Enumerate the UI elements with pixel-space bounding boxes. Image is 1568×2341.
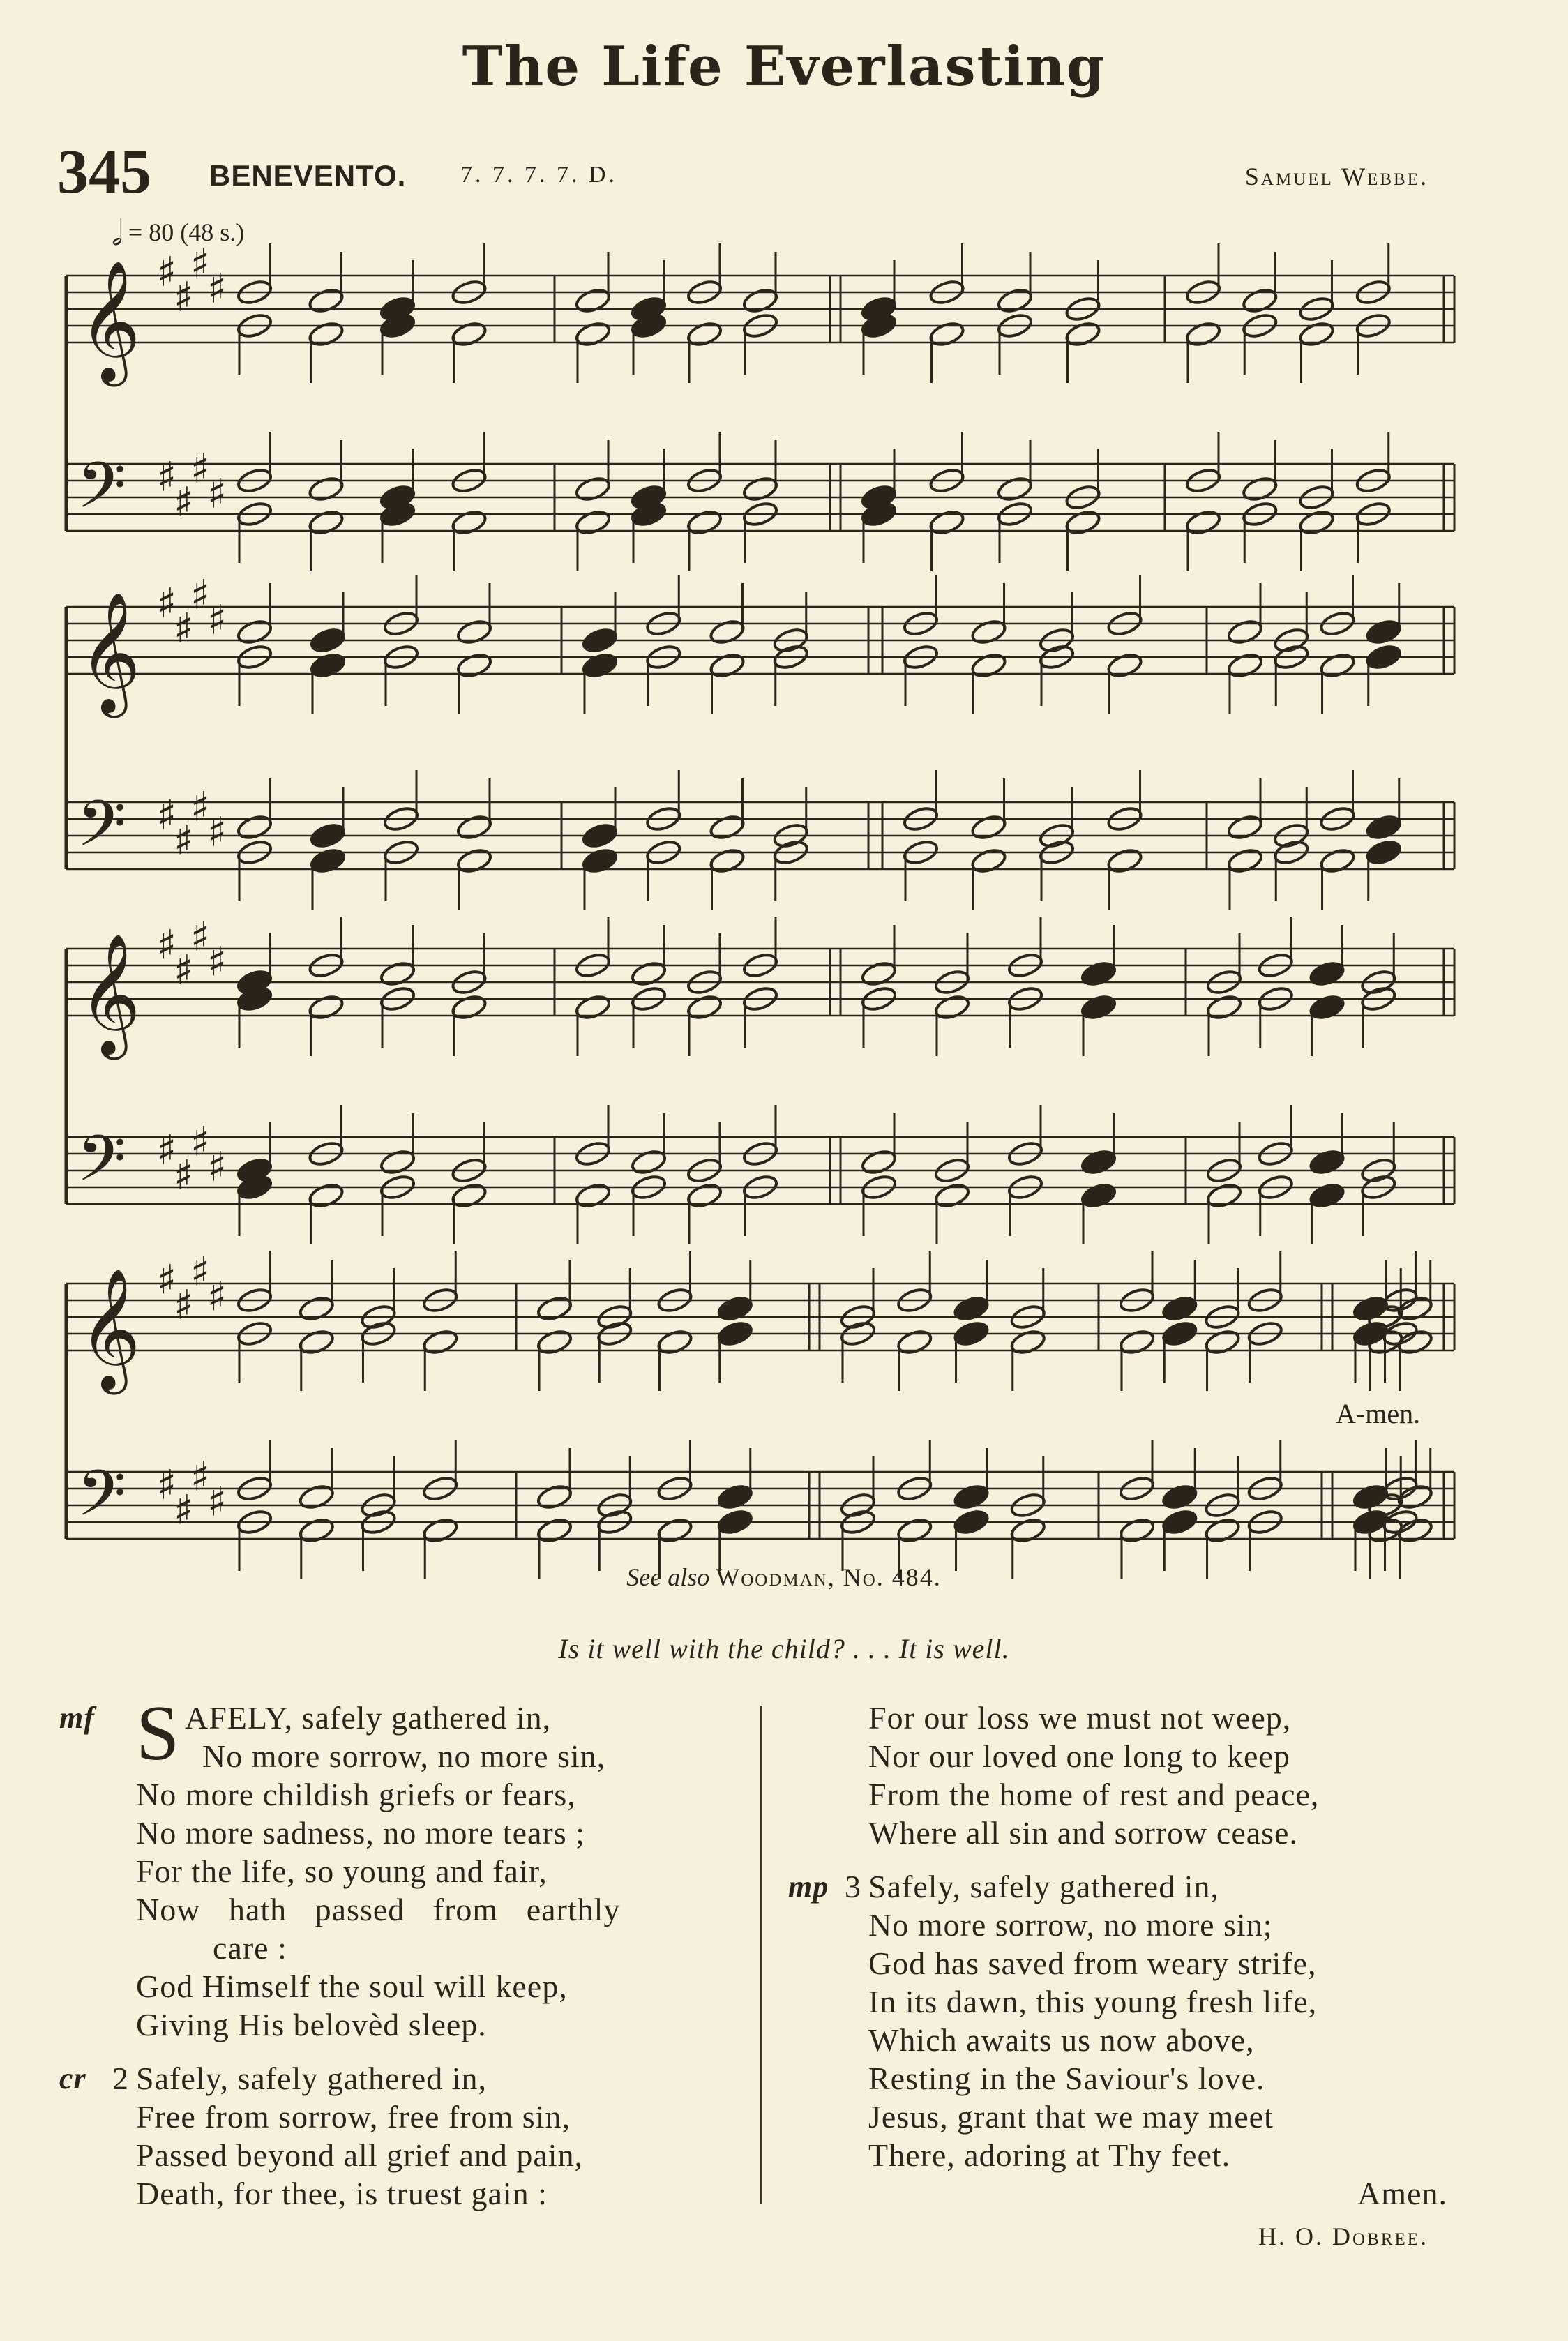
- note-head: [1009, 1516, 1047, 1545]
- note-head: [1118, 1516, 1156, 1545]
- note-head: [996, 287, 1034, 315]
- note-head: [308, 287, 345, 315]
- verse-number: 3: [845, 1869, 861, 1904]
- note-head: [741, 475, 779, 504]
- note-head: [709, 618, 746, 647]
- treble-clef-icon: 𝄞: [79, 1268, 141, 1390]
- note-head: [536, 1483, 573, 1512]
- note-head: [1298, 509, 1336, 537]
- sharp-icon: ♯: [157, 921, 177, 969]
- see-also: [0, 1563, 1568, 1592]
- sharp-icon: ♯: [174, 1486, 194, 1534]
- note-head: [630, 960, 668, 988]
- verse-line: care :: [213, 1930, 287, 1966]
- verse-line: Jesus, grant that we may meet: [868, 2099, 1274, 2135]
- verse-line: No more sadness, no more tears ;: [136, 1815, 585, 1851]
- note-head: [451, 509, 488, 537]
- note-head: [298, 1295, 336, 1323]
- verse-line: No more sorrow, no more sin,: [202, 1738, 606, 1774]
- note-head: [581, 847, 619, 875]
- verse-line: Resting in the Saviour's love.: [868, 2061, 1265, 2096]
- note-head: [1106, 847, 1144, 875]
- verse-amen: Amen.: [1357, 2176, 1447, 2211]
- note-head: [896, 1328, 933, 1357]
- verse-number: 2: [112, 2061, 129, 2096]
- note-head: [455, 618, 493, 647]
- note-head: [709, 847, 746, 875]
- verse-line: Where all sin and sorrow cease.: [868, 1815, 1298, 1851]
- verse-line: For the life, so young and fair,: [136, 1853, 548, 1889]
- verse-3: [788, 1867, 1482, 2213]
- sharp-icon: ♯: [207, 1477, 227, 1526]
- verse-line: 3 Safely, safely gathered in,: [845, 1869, 1219, 1904]
- note-head: [1396, 1483, 1434, 1512]
- note-head: [455, 652, 493, 680]
- note-head: [1161, 1295, 1198, 1323]
- note-head: [309, 822, 347, 850]
- note-head: [1309, 960, 1346, 988]
- sharp-icon: ♯: [190, 571, 211, 619]
- sharp-icon: ♯: [190, 239, 211, 287]
- note-head: [1118, 1328, 1156, 1357]
- sharp-icon: ♯: [174, 604, 194, 652]
- note-head: [686, 509, 723, 537]
- verse-line: In its dawn, this young fresh life,: [868, 1984, 1318, 2019]
- epigraph: Is it well with the child? . . . It is well.: [558, 1633, 1010, 1664]
- see-also-prefix: See also: [626, 1563, 710, 1591]
- sharp-icon: ♯: [174, 816, 194, 864]
- sharp-icon: ♯: [207, 1143, 227, 1191]
- note-head: [574, 320, 612, 349]
- note-head: [970, 652, 1008, 680]
- verse-2-continued: [868, 1699, 1482, 1852]
- sharp-icon: ♯: [157, 791, 177, 839]
- note-head: [574, 993, 612, 1022]
- note-head: [716, 1295, 754, 1323]
- note-head: [1064, 509, 1102, 537]
- note-head: [574, 475, 612, 504]
- column-divider: [760, 1706, 762, 2204]
- bass-clef-icon: 𝄢: [77, 1456, 126, 1546]
- note-head: [716, 1320, 754, 1348]
- note-head: [1396, 1328, 1434, 1357]
- note-head: [236, 813, 273, 842]
- note-head: [1205, 1182, 1243, 1210]
- verse-line: Now hath passed from earthly: [136, 1892, 621, 1927]
- verse-line: Giving His belovèd sleep.: [136, 2007, 487, 2042]
- note-head: [656, 1328, 694, 1357]
- composer: Samuel Webbe.: [1244, 163, 1428, 190]
- note-head: [928, 320, 966, 349]
- note-head: [1241, 287, 1279, 315]
- note-head: [996, 475, 1034, 504]
- dynamic-mark: cr: [59, 2061, 86, 2095]
- tempo-text: = 80 (48 s.): [128, 218, 245, 246]
- note-head: [536, 1328, 573, 1357]
- note-head: [1226, 618, 1264, 647]
- note-head: [1365, 643, 1403, 672]
- note-head: [379, 960, 416, 988]
- note-head: [1319, 847, 1357, 875]
- note-head: [309, 652, 347, 680]
- sharp-icon: ♯: [207, 596, 227, 644]
- note-head: [1365, 838, 1403, 867]
- verses-left-column: [59, 1690, 750, 2228]
- note-head: [970, 847, 1008, 875]
- amen-label: A-men.: [1336, 1398, 1421, 1429]
- note-head: [1080, 1182, 1117, 1210]
- note-head: [686, 1182, 723, 1210]
- note-head: [581, 822, 619, 850]
- note-head: [709, 652, 746, 680]
- sharp-icon: ♯: [174, 946, 194, 994]
- verses-right-column: [788, 1699, 1482, 2228]
- text-author: H. O. Dobree.: [1258, 2222, 1428, 2250]
- note-head: [1396, 1516, 1434, 1545]
- note-head: [1309, 1148, 1346, 1177]
- sharp-icon: ♯: [174, 478, 194, 526]
- sharp-icon: ♯: [207, 938, 227, 986]
- note-head: [1161, 1320, 1198, 1348]
- note-head: [1298, 320, 1336, 349]
- note-head: [1184, 320, 1222, 349]
- verse-line: Free from sorrow, free from sin,: [136, 2099, 571, 2135]
- verse-line: No more sorrow, no more sin;: [868, 1907, 1273, 1943]
- verse-line: Nor our loved one long to keep: [868, 1738, 1290, 1774]
- note-head: [1009, 1328, 1047, 1357]
- note-head: [574, 509, 612, 537]
- note-head: [451, 1182, 488, 1210]
- sharp-icon: ♯: [190, 444, 211, 492]
- note-head: [1080, 1148, 1117, 1177]
- note-head: [953, 1508, 990, 1537]
- note-head: [953, 1295, 990, 1323]
- note-head: [933, 1182, 971, 1210]
- note-head: [581, 652, 619, 680]
- sharp-icon: ♯: [207, 1272, 227, 1320]
- sharp-icon: ♯: [174, 273, 194, 321]
- note-head: [451, 993, 488, 1022]
- verse-line: For our loss we must not weep,: [868, 1700, 1292, 1736]
- note-head: [1365, 618, 1403, 647]
- note-head: [309, 626, 347, 655]
- note-head: [860, 960, 898, 988]
- note-head: [455, 847, 493, 875]
- drop-cap: S: [136, 1690, 181, 1777]
- sharp-icon: ♯: [157, 1461, 177, 1509]
- note-head: [298, 1328, 336, 1357]
- note-head: [1184, 509, 1222, 537]
- note-head: [1365, 813, 1403, 842]
- note-head: [308, 509, 345, 537]
- note-head: [1204, 1516, 1242, 1545]
- dynamic-mark: mp: [788, 1869, 829, 1904]
- note-head: [716, 1483, 754, 1512]
- note-head: [1204, 1328, 1242, 1357]
- note-head: [896, 1516, 933, 1545]
- see-also-reference: Woodman, No. 484.: [716, 1563, 942, 1591]
- verse-line: No more childish griefs or fears,: [136, 1777, 576, 1812]
- sharp-icon: ♯: [207, 808, 227, 856]
- note-head: [451, 320, 488, 349]
- note-head: [298, 1516, 336, 1545]
- sharp-icon: ♯: [157, 248, 177, 296]
- note-head: [421, 1328, 459, 1357]
- note-head: [860, 1148, 898, 1177]
- note-head: [574, 287, 612, 315]
- verse-line: There, adoring at Thy feet.: [868, 2137, 1231, 2173]
- note-head: [581, 626, 619, 655]
- half-note-icon: 𝅗𝅥: [112, 213, 123, 253]
- note-head: [1226, 847, 1264, 875]
- note-head: [953, 1320, 990, 1348]
- sharp-icon: ♯: [190, 783, 211, 831]
- note-head: [686, 320, 723, 349]
- note-head: [1226, 813, 1264, 842]
- dynamic-mark: mf: [59, 1701, 95, 1735]
- note-head: [1226, 652, 1264, 680]
- sharp-icon: ♯: [207, 469, 227, 518]
- note-head: [709, 813, 746, 842]
- note-head: [536, 1295, 573, 1323]
- verse-1: [59, 1690, 750, 2044]
- note-head: [308, 320, 345, 349]
- note-head: [686, 993, 723, 1022]
- sharp-icon: ♯: [190, 1117, 211, 1166]
- sharp-icon: ♯: [190, 1247, 211, 1295]
- note-head: [536, 1516, 573, 1545]
- note-head: [308, 993, 345, 1022]
- note-head: [933, 993, 971, 1022]
- note-head: [1161, 1483, 1198, 1512]
- note-head: [1205, 993, 1243, 1022]
- note-head: [1309, 993, 1346, 1022]
- verse-line: Passed beyond all grief and pain,: [136, 2137, 584, 2173]
- sharp-icon: ♯: [157, 1256, 177, 1304]
- treble-clef-icon: 𝄞: [79, 933, 141, 1055]
- note-head: [1309, 1182, 1346, 1210]
- note-head: [656, 1516, 694, 1545]
- note-head: [716, 1508, 754, 1537]
- note-head: [970, 813, 1008, 842]
- note-head: [1080, 993, 1117, 1022]
- verse-2: [59, 2059, 750, 2213]
- note-head: [928, 509, 966, 537]
- note-head: [970, 618, 1008, 647]
- note-head: [741, 287, 779, 315]
- note-head: [308, 1182, 345, 1210]
- verse-line: Death, for thee, is truest gain :: [136, 2176, 548, 2211]
- sharp-icon: ♯: [157, 453, 177, 501]
- note-head: [1161, 1508, 1198, 1537]
- note-head: [1080, 960, 1117, 988]
- verse-line: Which awaits us now above,: [868, 2022, 1255, 2058]
- sharp-icon: ♯: [190, 1452, 211, 1500]
- note-head: [953, 1483, 990, 1512]
- sharp-icon: ♯: [174, 1151, 194, 1199]
- note-head: [630, 1148, 668, 1177]
- note-head: [236, 618, 273, 647]
- sharp-icon: ♯: [157, 1126, 177, 1174]
- note-head: [1396, 1295, 1434, 1323]
- note-head: [1106, 652, 1144, 680]
- sharp-icon: ♯: [190, 912, 211, 961]
- tune-name: BENEVENTO.: [209, 159, 407, 192]
- note-head: [1064, 320, 1102, 349]
- verse-line: God has saved from weary strife,: [868, 1945, 1317, 1981]
- note-head: [298, 1483, 336, 1512]
- note-head: [455, 813, 493, 842]
- note-head: [308, 475, 345, 504]
- verse-line: God Himself the soul will keep,: [136, 1969, 568, 2004]
- page-title: The Life Everlasting: [462, 35, 1106, 98]
- verse-line: From the home of rest and peace,: [868, 1777, 1320, 1812]
- bass-clef-icon: 𝄢: [77, 787, 126, 876]
- verse-line: 2 Safely, safely gathered in,: [112, 2061, 487, 2096]
- note-head: [1241, 475, 1279, 504]
- note-head: [309, 847, 347, 875]
- note-head: [1319, 652, 1357, 680]
- treble-clef-icon: 𝄞: [79, 592, 141, 713]
- note-head: [421, 1516, 459, 1545]
- note-head: [574, 1182, 612, 1210]
- sharp-icon: ♯: [174, 1281, 194, 1329]
- note-head: [379, 1148, 416, 1177]
- bass-clef-icon: 𝄢: [77, 1122, 126, 1211]
- sharp-icon: ♯: [157, 579, 177, 627]
- verse-line: AFELY, safely gathered in,: [185, 1700, 552, 1736]
- sharp-icon: ♯: [207, 264, 227, 313]
- treble-clef-icon: 𝄞: [79, 260, 141, 382]
- hymn-number: 345: [57, 137, 151, 206]
- meter: 7. 7. 7. 7. D.: [460, 162, 618, 188]
- bass-clef-icon: 𝄢: [77, 449, 126, 538]
